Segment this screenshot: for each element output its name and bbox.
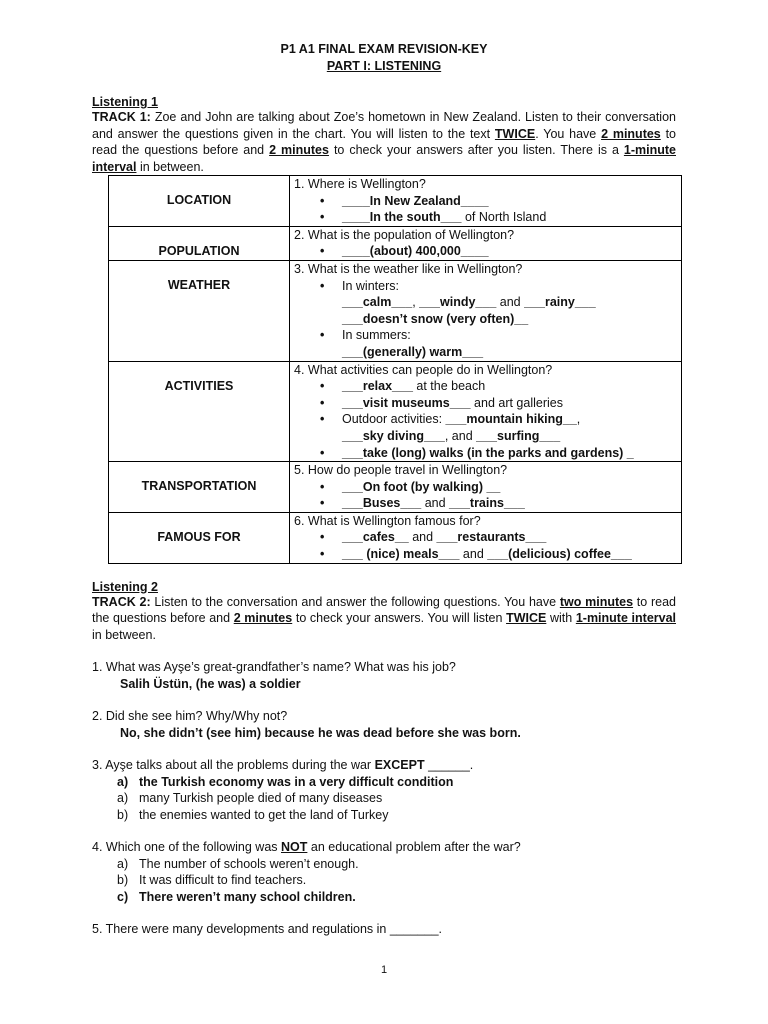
category-location: LOCATION	[109, 176, 290, 227]
category-transportation: TRANSPORTATION	[109, 462, 290, 513]
wellington-chart	[108, 175, 682, 564]
table-row	[109, 260, 682, 361]
category-weather: WEATHER	[109, 260, 290, 361]
option: a) The number of schools weren’t enough.	[117, 856, 359, 871]
answer-cell: 4. What activities can people do in Wellington? • ___relax___ at the beach • ___visit museums___ and art galleries • Outdoor activities: ___mountain hiking__, ___sky diving___, and ___surfing___ • ___take (long) walks (in the parks and gardens) _	[290, 361, 682, 462]
question-5: 5. There were many developments and regulations in _______.	[92, 922, 442, 937]
question-4: 4. Which one of the following was NOT an educational problem after the war? a) The number of schools weren’t enough. b) It was difficult to find teachers. c) There weren’t many school children.	[92, 839, 676, 905]
option: b) It was difficult to find teachers.	[117, 873, 307, 888]
table-row	[109, 176, 682, 227]
answer-cell: 5. How do people travel in Wellington? • ___On foot (by walking) __ • ___Buses___ and ___trains___	[290, 462, 682, 513]
category-population: POPULATION	[109, 226, 290, 260]
category-activities: ACTIVITIES	[109, 361, 290, 462]
answer-cell: 3. What is the weather like in Wellington? • In winters: ___calm___, ___windy___ and ___rainy___ ___doesn’t snow (very often)__ • In summers: ___(generally) warm___	[290, 260, 682, 361]
option: a) the Turkish economy was in a very difficult condition	[117, 774, 454, 789]
question-1: 1. What was Ayşe’s great-grandfather’s name? What was his job? Salih Üstün, (he was) a soldier	[92, 659, 676, 692]
page-number: 1	[380, 964, 388, 976]
option: c) There weren’t many school children.	[117, 889, 356, 904]
listening2-instructions: TRACK 2: Listen to the conversation and answer the following questions. You have two minutes to read the questions before and 2 minutes to check your answers. You will listen TWICE with 1-minute interval in between.	[92, 594, 677, 642]
category-famous-for: FAMOUS FOR	[109, 512, 290, 563]
table-row	[109, 361, 682, 462]
option: a) many Turkish people died of many diseases	[117, 791, 383, 806]
answer-cell: 1. Where is Wellington? • ____In New Zealand____ • ____In the south___ of North Island	[290, 176, 682, 227]
option: b) the enemies wanted to get the land of Turkey	[117, 807, 389, 822]
question-2: 2. Did she see him? Why/Why not? No, she didn’t (see him) because he was dead before she was born.	[92, 708, 676, 741]
listening2-heading: Listening 2	[92, 579, 158, 594]
document-page	[92, 40, 676, 938]
answer-cell: 2. What is the population of Wellington? • ____(about) 400,000____	[290, 226, 682, 260]
answer-2: No, she didn’t (see him) because he was dead before she was born.	[120, 725, 521, 740]
listening1-heading: Listening 1	[92, 95, 158, 109]
table-row	[109, 512, 682, 563]
table-row	[109, 226, 682, 260]
table-row	[109, 462, 682, 513]
answer-cell: 6. What is Wellington famous for? • ___cafes__ and ___restaurants___ • ___ (nice) meals___ and ___(delicious) coffee___	[290, 512, 682, 563]
listening1-instructions: TRACK 1: Zoe and John are talking about Zoe’s hometown in New Zealand. Listen to their conversation and answer the questions given in the chart. You will listen to the text TWICE. You have 2 minutes to read the questions before and 2 minutes to check your answers after you listen. There is a 1-minute interval in between.	[92, 110, 676, 174]
document-title: P1 A1 FINAL EXAM REVISION-KEY	[280, 42, 488, 56]
part-title: PART I: LISTENING	[326, 59, 442, 73]
answer-1: Salih Üstün, (he was) a soldier	[120, 676, 301, 691]
question-3: 3. Ayşe talks about all the problems during the war EXCEPT ______. a) the Turkish economy was in a very difficult condition a) many Turkish people died of many diseases b) the enemies wanted to get the land of Turkey	[92, 757, 676, 823]
